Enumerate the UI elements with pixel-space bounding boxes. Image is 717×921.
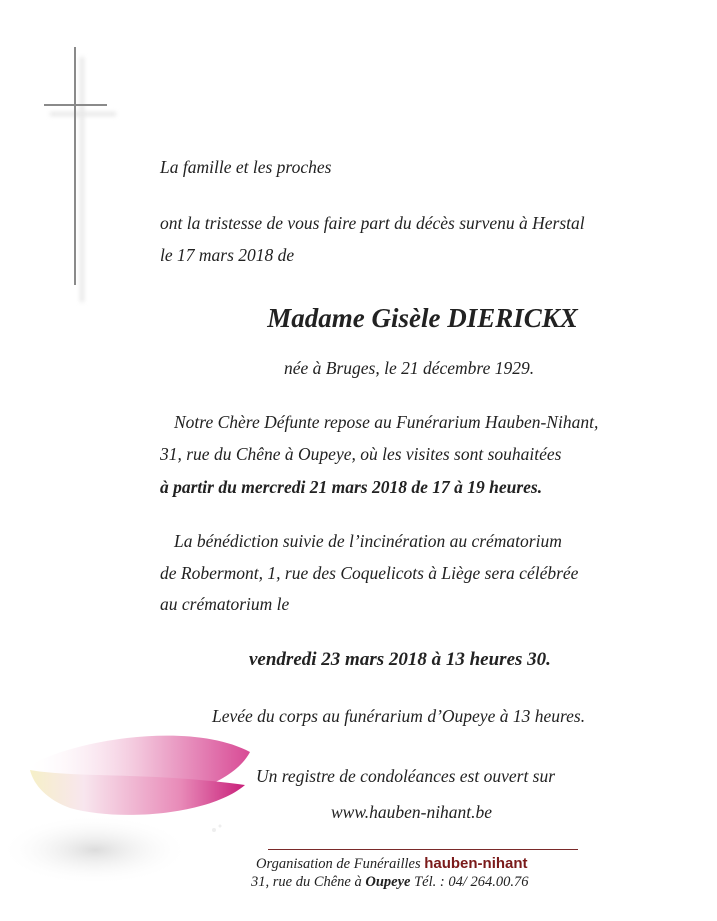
ceremony-line-2: de Robermont, 1, rue des Coquelicots à Liège sera célébrée — [160, 563, 579, 583]
levee-text: Levée du corps au funérarium d’Oupeye à 13 heures. — [212, 706, 586, 726]
brand-logo: hauben-nihant — [424, 855, 528, 872]
footer-org — [256, 855, 528, 873]
deceased-name: Madame Gisèle DIERICKX — [267, 303, 578, 333]
registry-text: Un registre de condoléances est ouvert sur — [256, 766, 556, 786]
ceremony-date: vendredi 23 mars 2018 à 13 heures 30. — [249, 649, 551, 670]
birth-info: née à Bruges, le 21 décembre 1929. — [284, 358, 535, 378]
announce-line-2: le 17 mars 2018 de — [160, 245, 295, 265]
footer-phone: Tél. : 04/ 264.00.76 — [414, 874, 529, 890]
petal-icon — [0, 700, 270, 900]
intro-text: La famille et les proches — [160, 157, 332, 177]
rest-line-2: 31, rue du Chêne à Oupeye, où les visites sont souhaitées — [160, 444, 562, 464]
footer-address-town: Oupeye — [365, 874, 411, 890]
visit-times: à partir du mercredi 21 mars 2018 de 17 à 19 heures. — [160, 477, 543, 497]
ceremony-line-1: La bénédiction suivie de l’incinération au crématorium — [174, 531, 562, 551]
footer-org-prefix: Organisation de Funérailles — [256, 856, 421, 872]
rest-line-1: Notre Chère Défunte repose au Funérarium Hauben-Nihant, — [174, 412, 599, 432]
ceremony-line-3: au crématorium le — [160, 594, 290, 614]
footer-divider — [268, 849, 578, 850]
footer-address-prefix: 31, rue du Chêne à — [251, 874, 362, 890]
footer-address — [251, 873, 528, 891]
website-link[interactable]: www.hauben-nihant.be — [331, 802, 493, 822]
announce-line-1: ont la tristesse de vous faire part du décès survenu à Herstal — [160, 213, 585, 233]
